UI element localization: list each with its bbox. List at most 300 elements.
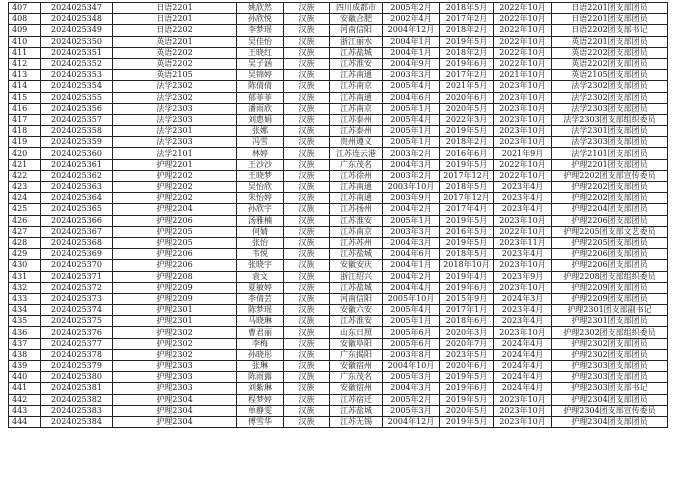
ethnicity-cell: 汉族: [284, 349, 330, 360]
transfer-date-cell: 2023年4月: [494, 204, 552, 215]
birth-date-cell: 2003年9月: [383, 193, 440, 204]
hometown-cell: 安徽宿州: [330, 383, 383, 394]
league-branch-role-cell: 护理2202团支部团员: [552, 182, 668, 193]
table-row: [9, 282, 668, 293]
member-name-cell: 张娜: [237, 126, 284, 137]
transfer-date-cell: 2024年4月: [494, 383, 552, 394]
birth-date-cell: 2005年2月: [383, 394, 440, 405]
league-join-date-cell: 2019年5月: [440, 237, 494, 248]
birth-date-cell: 2005年3月: [383, 372, 440, 383]
table-row: [9, 260, 668, 271]
ethnicity-cell: 汉族: [284, 405, 330, 416]
class-name-cell: 英语2201: [113, 36, 237, 47]
birth-date-cell: 2004年12月: [383, 416, 440, 427]
member-name-cell: 王沙沙: [237, 159, 284, 170]
transfer-date-cell: 2024年4月: [494, 338, 552, 349]
class-name-cell: 护理2303: [113, 372, 237, 383]
league-branch-role-cell: 英语2105团支部团员: [552, 70, 668, 81]
hometown-cell: 江苏无锡: [330, 416, 383, 427]
student-id-cell: 2024025367: [41, 226, 113, 237]
league-join-date-cell: 2018年2月: [440, 137, 494, 148]
birth-date-cell: 2005年6月: [383, 338, 440, 349]
student-id-cell: 2024025370: [41, 260, 113, 271]
league-branch-role-cell: 护理2303团支部书记: [552, 383, 668, 394]
hometown-cell: 广东茂名: [330, 159, 383, 170]
league-branch-role-cell: 护理2204团支部团员: [552, 204, 668, 215]
hometown-cell: 江苏苏州: [330, 237, 383, 248]
birth-date-cell: 2005年10月: [383, 293, 440, 304]
transfer-date-cell: 2022年10月: [494, 170, 552, 181]
ethnicity-cell: 汉族: [284, 126, 330, 137]
class-name-cell: 护理2302: [113, 349, 237, 360]
transfer-date-cell: 2023年10月: [494, 282, 552, 293]
hometown-cell: 安徽安庆: [330, 260, 383, 271]
row-number-cell: 428: [9, 237, 41, 248]
row-number-cell: 416: [9, 103, 41, 114]
league-join-date-cell: 2019年6月: [440, 282, 494, 293]
student-id-cell: 2024025381: [41, 383, 113, 394]
transfer-date-cell: 2023年10月: [494, 126, 552, 137]
member-name-cell: 陈倩倩: [237, 81, 284, 92]
student-id-cell: 2024025363: [41, 182, 113, 193]
birth-date-cell: 2005年6月: [383, 327, 440, 338]
ethnicity-cell: 汉族: [284, 14, 330, 25]
league-join-date-cell: 2019年5月: [440, 36, 494, 47]
row-number-cell: 427: [9, 226, 41, 237]
league-join-date-cell: 2019年5月: [440, 159, 494, 170]
member-name-cell: 朱怡婷: [237, 193, 284, 204]
table-row: [9, 372, 668, 383]
transfer-date-cell: 2022年10月: [494, 226, 552, 237]
birth-date-cell: 2004年4月: [383, 282, 440, 293]
ethnicity-cell: 汉族: [284, 103, 330, 114]
row-number-cell: 435: [9, 316, 41, 327]
hometown-cell: 江苏扬州: [330, 204, 383, 215]
birth-date-cell: 2004年1月: [383, 47, 440, 58]
league-join-date-cell: 2017年2月: [440, 14, 494, 25]
ethnicity-cell: 汉族: [284, 92, 330, 103]
class-name-cell: 法学2101: [113, 148, 237, 159]
birth-date-cell: 2003年3月: [383, 226, 440, 237]
class-name-cell: 法学2302: [113, 81, 237, 92]
class-name-cell: 日语2201: [113, 14, 237, 25]
birth-date-cell: 2005年1月: [383, 137, 440, 148]
class-name-cell: 护理2202: [113, 193, 237, 204]
birth-date-cell: 2005年4月: [383, 114, 440, 125]
row-number-cell: 409: [9, 25, 41, 36]
league-join-date-cell: 2018年2月: [440, 47, 494, 58]
hometown-cell: 江苏淮安: [330, 215, 383, 226]
student-id-cell: 2024025357: [41, 114, 113, 125]
student-id-cell: 2024025382: [41, 394, 113, 405]
hometown-cell: 江苏徐州: [330, 170, 383, 181]
hometown-cell: 江苏盐城: [330, 47, 383, 58]
member-name-cell: 张琳: [237, 361, 284, 372]
league-join-date-cell: 2017年12月: [440, 193, 494, 204]
league-branch-role-cell: 日语2202团支部书记: [552, 25, 668, 36]
ethnicity-cell: 汉族: [284, 182, 330, 193]
member-name-cell: 林婷: [237, 148, 284, 159]
birth-date-cell: 2004年1月: [383, 36, 440, 47]
class-name-cell: 法学2301: [113, 126, 237, 137]
ethnicity-cell: 汉族: [284, 137, 330, 148]
row-number-cell: 410: [9, 36, 41, 47]
league-join-date-cell: 2022年3月: [440, 114, 494, 125]
table-row: [9, 81, 668, 92]
table-row: [9, 361, 668, 372]
hometown-cell: 河南信阳: [330, 25, 383, 36]
birth-date-cell: 2003年2月: [383, 148, 440, 159]
ethnicity-cell: 汉族: [284, 416, 330, 427]
class-name-cell: 护理2209: [113, 293, 237, 304]
league-join-date-cell: 2017年12月: [440, 170, 494, 181]
league-join-date-cell: 2019年6月: [440, 58, 494, 69]
league-join-date-cell: 2019年4月: [440, 271, 494, 282]
ethnicity-cell: 汉族: [284, 81, 330, 92]
member-name-cell: 吴锦婷: [237, 70, 284, 81]
league-join-date-cell: 2020年5月: [440, 405, 494, 416]
member-name-cell: 马晓琳: [237, 316, 284, 327]
birth-date-cell: 2003年8月: [383, 349, 440, 360]
hometown-cell: 四川成都市: [330, 3, 383, 14]
table-row: [9, 170, 668, 181]
transfer-date-cell: 2023年10月: [494, 114, 552, 125]
ethnicity-cell: 汉族: [284, 260, 330, 271]
transfer-date-cell: 2023年10月: [494, 137, 552, 148]
ethnicity-cell: 汉族: [284, 282, 330, 293]
member-name-cell: 夏敏婷: [237, 282, 284, 293]
row-number-cell: 431: [9, 271, 41, 282]
transfer-date-cell: 2024年4月: [494, 372, 552, 383]
ethnicity-cell: 汉族: [284, 148, 330, 159]
student-id-cell: 2024025369: [41, 249, 113, 260]
league-join-date-cell: 2016年5月: [440, 226, 494, 237]
hometown-cell: 贵州遵义: [330, 137, 383, 148]
hometown-cell: 江苏南通: [330, 70, 383, 81]
class-name-cell: 英语2202: [113, 58, 237, 69]
hometown-cell: 江苏泰州: [330, 126, 383, 137]
class-name-cell: 法学2303: [113, 114, 237, 125]
hometown-cell: 河南信阳: [330, 293, 383, 304]
member-name-cell: 何婧: [237, 226, 284, 237]
transfer-date-cell: 2022年10月: [494, 47, 552, 58]
ethnicity-cell: 汉族: [284, 249, 330, 260]
birth-date-cell: 2003年2月: [383, 170, 440, 181]
hometown-cell: 浙江丽水: [330, 36, 383, 47]
table-row: [9, 383, 668, 394]
hometown-cell: 江苏连云港: [330, 148, 383, 159]
row-number-cell: 433: [9, 293, 41, 304]
student-id-cell: 2024025379: [41, 361, 113, 372]
birth-date-cell: 2005年1月: [383, 126, 440, 137]
table-row: [9, 92, 668, 103]
member-name-cell: 孙欣悦: [237, 14, 284, 25]
class-name-cell: 护理2301: [113, 305, 237, 316]
transfer-date-cell: 2023年10月: [494, 416, 552, 427]
class-name-cell: 护理2206: [113, 215, 237, 226]
member-name-cell: 李倩芸: [237, 293, 284, 304]
transfer-date-cell: 2024年3月: [494, 293, 552, 304]
student-id-cell: 2024025375: [41, 316, 113, 327]
row-number-cell: 429: [9, 249, 41, 260]
transfer-date-cell: 2023年4月: [494, 249, 552, 260]
league-join-date-cell: 2018年5月: [440, 249, 494, 260]
birth-date-cell: 2005年4月: [383, 305, 440, 316]
student-id-cell: 2024025366: [41, 215, 113, 226]
member-name-cell: 汤雅楠: [237, 215, 284, 226]
member-name-cell: 王晓梦: [237, 170, 284, 181]
hometown-cell: 江苏南通: [330, 193, 383, 204]
league-join-date-cell: 2017年2月: [440, 70, 494, 81]
table-row: [9, 215, 668, 226]
student-id-cell: 2024025368: [41, 237, 113, 248]
row-number-cell: 419: [9, 137, 41, 148]
league-branch-role-cell: 护理2302团支部团员: [552, 349, 668, 360]
member-name-cell: 袁文: [237, 271, 284, 282]
student-id-cell: 2024025377: [41, 338, 113, 349]
table-row: [9, 394, 668, 405]
league-join-date-cell: 2019年5月: [440, 416, 494, 427]
league-join-date-cell: 2020年7月: [440, 338, 494, 349]
student-id-cell: 2024025380: [41, 372, 113, 383]
league-branch-role-cell: 护理2302团支部组织委员: [552, 327, 668, 338]
row-number-cell: 442: [9, 394, 41, 405]
table-body: [9, 3, 668, 428]
transfer-date-cell: 2022年10月: [494, 25, 552, 36]
table-row: [9, 316, 668, 327]
student-id-cell: 2024025348: [41, 14, 113, 25]
student-id-cell: 2024025384: [41, 416, 113, 427]
member-name-cell: 李梦瑶: [237, 25, 284, 36]
student-id-cell: 2024025362: [41, 170, 113, 181]
row-number-cell: 438: [9, 349, 41, 360]
transfer-date-cell: 2023年10月: [494, 394, 552, 405]
hometown-cell: 广东茂名: [330, 372, 383, 383]
row-number-cell: 441: [9, 383, 41, 394]
league-branch-role-cell: 法学2301团支部团员: [552, 126, 668, 137]
class-name-cell: 法学2302: [113, 92, 237, 103]
member-name-cell: 张怡: [237, 237, 284, 248]
row-number-cell: 436: [9, 327, 41, 338]
student-id-cell: 2024025376: [41, 327, 113, 338]
member-name-cell: 吴怡欣: [237, 182, 284, 193]
row-number-cell: 422: [9, 170, 41, 181]
league-join-date-cell: 2020年5月: [440, 103, 494, 114]
birth-date-cell: 2004年12月: [383, 25, 440, 36]
league-branch-role-cell: 护理2304团支部团员: [552, 416, 668, 427]
ethnicity-cell: 汉族: [284, 36, 330, 47]
hometown-cell: 安徽宿州: [330, 361, 383, 372]
league-branch-role-cell: 护理2302团支部团员: [552, 338, 668, 349]
row-number-cell: 443: [9, 405, 41, 416]
league-branch-role-cell: 护理2303团支部团员: [552, 372, 668, 383]
league-branch-role-cell: 英语2202团支部团员: [552, 58, 668, 69]
league-join-date-cell: 2018年10月: [440, 260, 494, 271]
league-branch-role-cell: 日语2201团支部团员: [552, 14, 668, 25]
table-row: [9, 3, 668, 14]
student-id-cell: 2024025359: [41, 137, 113, 148]
table-row: [9, 103, 668, 114]
class-name-cell: 护理2304: [113, 405, 237, 416]
member-name-cell: 吴子涵: [237, 58, 284, 69]
member-name-cell: 冯雪: [237, 137, 284, 148]
league-branch-role-cell: 法学2101团支部团员: [552, 148, 668, 159]
table-row: [9, 126, 668, 137]
student-id-cell: 2024025365: [41, 204, 113, 215]
transfer-date-cell: 2022年10月: [494, 159, 552, 170]
student-id-cell: 2024025373: [41, 293, 113, 304]
class-name-cell: 护理2205: [113, 237, 237, 248]
league-join-date-cell: 2019年5月: [440, 126, 494, 137]
ethnicity-cell: 汉族: [284, 159, 330, 170]
transfer-date-cell: 2023年10月: [494, 103, 552, 114]
hometown-cell: 江苏盐城: [330, 405, 383, 416]
member-name-cell: 张晓宇: [237, 260, 284, 271]
hometown-cell: 江苏淮安: [330, 58, 383, 69]
member-name-cell: 程梦婷: [237, 394, 284, 405]
class-name-cell: 护理2204: [113, 204, 237, 215]
hometown-cell: 江苏南京: [330, 103, 383, 114]
class-name-cell: 英语2105: [113, 70, 237, 81]
league-join-date-cell: 2020年6月: [440, 92, 494, 103]
transfer-date-cell: 2023年4月: [494, 193, 552, 204]
hometown-cell: 江苏盐城: [330, 282, 383, 293]
ethnicity-cell: 汉族: [284, 204, 330, 215]
ethnicity-cell: 汉族: [284, 383, 330, 394]
league-join-date-cell: 2017年1月: [440, 305, 494, 316]
table-row: [9, 159, 668, 170]
member-name-cell: 姚欣然: [237, 3, 284, 14]
league-join-date-cell: 2021年5月: [440, 81, 494, 92]
birth-date-cell: 2005年2月: [383, 3, 440, 14]
league-join-date-cell: 2017年4月: [440, 204, 494, 215]
student-id-cell: 2024025364: [41, 193, 113, 204]
student-id-cell: 2024025372: [41, 282, 113, 293]
student-id-cell: 2024025350: [41, 36, 113, 47]
birth-date-cell: 2004年9月: [383, 58, 440, 69]
student-id-cell: 2024025358: [41, 126, 113, 137]
member-name-cell: 孙欣宇: [237, 204, 284, 215]
transfer-date-cell: 2023年10月: [494, 405, 552, 416]
transfer-date-cell: 2022年10月: [494, 58, 552, 69]
member-name-cell: 傅雪华: [237, 416, 284, 427]
student-id-cell: 2024025371: [41, 271, 113, 282]
ethnicity-cell: 汉族: [284, 327, 330, 338]
ethnicity-cell: 汉族: [284, 215, 330, 226]
table-row: [9, 114, 668, 125]
league-branch-role-cell: 法学2303团支部团员: [552, 137, 668, 148]
hometown-cell: 广东揭阳: [330, 349, 383, 360]
birth-date-cell: 2004年2月: [383, 204, 440, 215]
transfer-date-cell: 2023年9月: [494, 271, 552, 282]
ethnicity-cell: 汉族: [284, 338, 330, 349]
hometown-cell: 浙江绍兴: [330, 271, 383, 282]
row-number-cell: 411: [9, 47, 41, 58]
hometown-cell: 江苏淮安: [330, 316, 383, 327]
hometown-cell: 江苏南通: [330, 182, 383, 193]
transfer-date-cell: 2021年9月: [494, 148, 552, 159]
transfer-date-cell: 2023年10月: [494, 327, 552, 338]
league-branch-role-cell: 护理2202团支部宣传委员: [552, 170, 668, 181]
ethnicity-cell: 汉族: [284, 3, 330, 14]
league-branch-role-cell: 法学2303团支部组织委员: [552, 114, 668, 125]
row-number-cell: 437: [9, 338, 41, 349]
hometown-cell: 安徽合肥: [330, 14, 383, 25]
ethnicity-cell: 汉族: [284, 271, 330, 282]
student-id-cell: 2024025361: [41, 159, 113, 170]
league-branch-role-cell: 护理2205团支部文艺委员: [552, 226, 668, 237]
hometown-cell: 山东日照: [330, 327, 383, 338]
hometown-cell: 江苏南京: [330, 226, 383, 237]
table-row: [9, 237, 668, 248]
birth-date-cell: 2004年3月: [383, 383, 440, 394]
birth-date-cell: 2005年1月: [383, 316, 440, 327]
table-row: [9, 271, 668, 282]
row-number-cell: 420: [9, 148, 41, 159]
hometown-cell: 江苏南通: [330, 92, 383, 103]
member-name-cell: 潘雨欣: [237, 103, 284, 114]
birth-date-cell: 2005年1月: [383, 103, 440, 114]
row-number-cell: 421: [9, 159, 41, 170]
transfer-date-cell: 2023年11月: [494, 237, 552, 248]
ethnicity-cell: 汉族: [284, 293, 330, 304]
student-id-cell: 2024025355: [41, 92, 113, 103]
student-id-cell: 2024025360: [41, 148, 113, 159]
ethnicity-cell: 汉族: [284, 394, 330, 405]
member-name-cell: 刘惠娟: [237, 114, 284, 125]
hometown-cell: 安徽六安: [330, 305, 383, 316]
row-number-cell: 423: [9, 182, 41, 193]
row-number-cell: 412: [9, 58, 41, 69]
league-branch-role-cell: 护理2301团支部团员: [552, 316, 668, 327]
member-name-cell: 曹君丽: [237, 327, 284, 338]
table-row: [9, 36, 668, 47]
league-branch-role-cell: 护理2303团支部团员: [552, 361, 668, 372]
transfer-date-cell: 2024年4月: [494, 349, 552, 360]
table-row: [9, 327, 668, 338]
member-name-cell: 陈雨露: [237, 372, 284, 383]
class-name-cell: 日语2201: [113, 3, 237, 14]
league-branch-role-cell: 护理2304团支部宣传委员: [552, 405, 668, 416]
league-branch-role-cell: 护理2206团支部团员: [552, 249, 668, 260]
row-number-cell: 434: [9, 305, 41, 316]
student-id-cell: 2024025353: [41, 70, 113, 81]
table-row: [9, 14, 668, 25]
ethnicity-cell: 汉族: [284, 70, 330, 81]
row-number-cell: 415: [9, 92, 41, 103]
table-row: [9, 338, 668, 349]
hometown-cell: 江苏泰州: [330, 114, 383, 125]
member-name-cell: 李梅: [237, 338, 284, 349]
member-name-cell: 孙晓彤: [237, 349, 284, 360]
table-row: [9, 226, 668, 237]
ethnicity-cell: 汉族: [284, 316, 330, 327]
transfer-date-cell: 2022年10月: [494, 3, 552, 14]
row-number-cell: 439: [9, 361, 41, 372]
transfer-date-cell: 2023年4月: [494, 316, 552, 327]
row-number-cell: 430: [9, 260, 41, 271]
league-branch-role-cell: 法学2303团支部团员: [552, 103, 668, 114]
league-branch-role-cell: 英语2201团支部团员: [552, 36, 668, 47]
row-number-cell: 425: [9, 204, 41, 215]
student-id-cell: 2024025356: [41, 103, 113, 114]
birth-date-cell: 2003年10月: [383, 182, 440, 193]
class-name-cell: 护理2304: [113, 416, 237, 427]
table-row: [9, 137, 668, 148]
league-join-date-cell: 2018年5月: [440, 182, 494, 193]
member-name-cell: 单静雯: [237, 405, 284, 416]
league-join-date-cell: 2019年6月: [440, 383, 494, 394]
